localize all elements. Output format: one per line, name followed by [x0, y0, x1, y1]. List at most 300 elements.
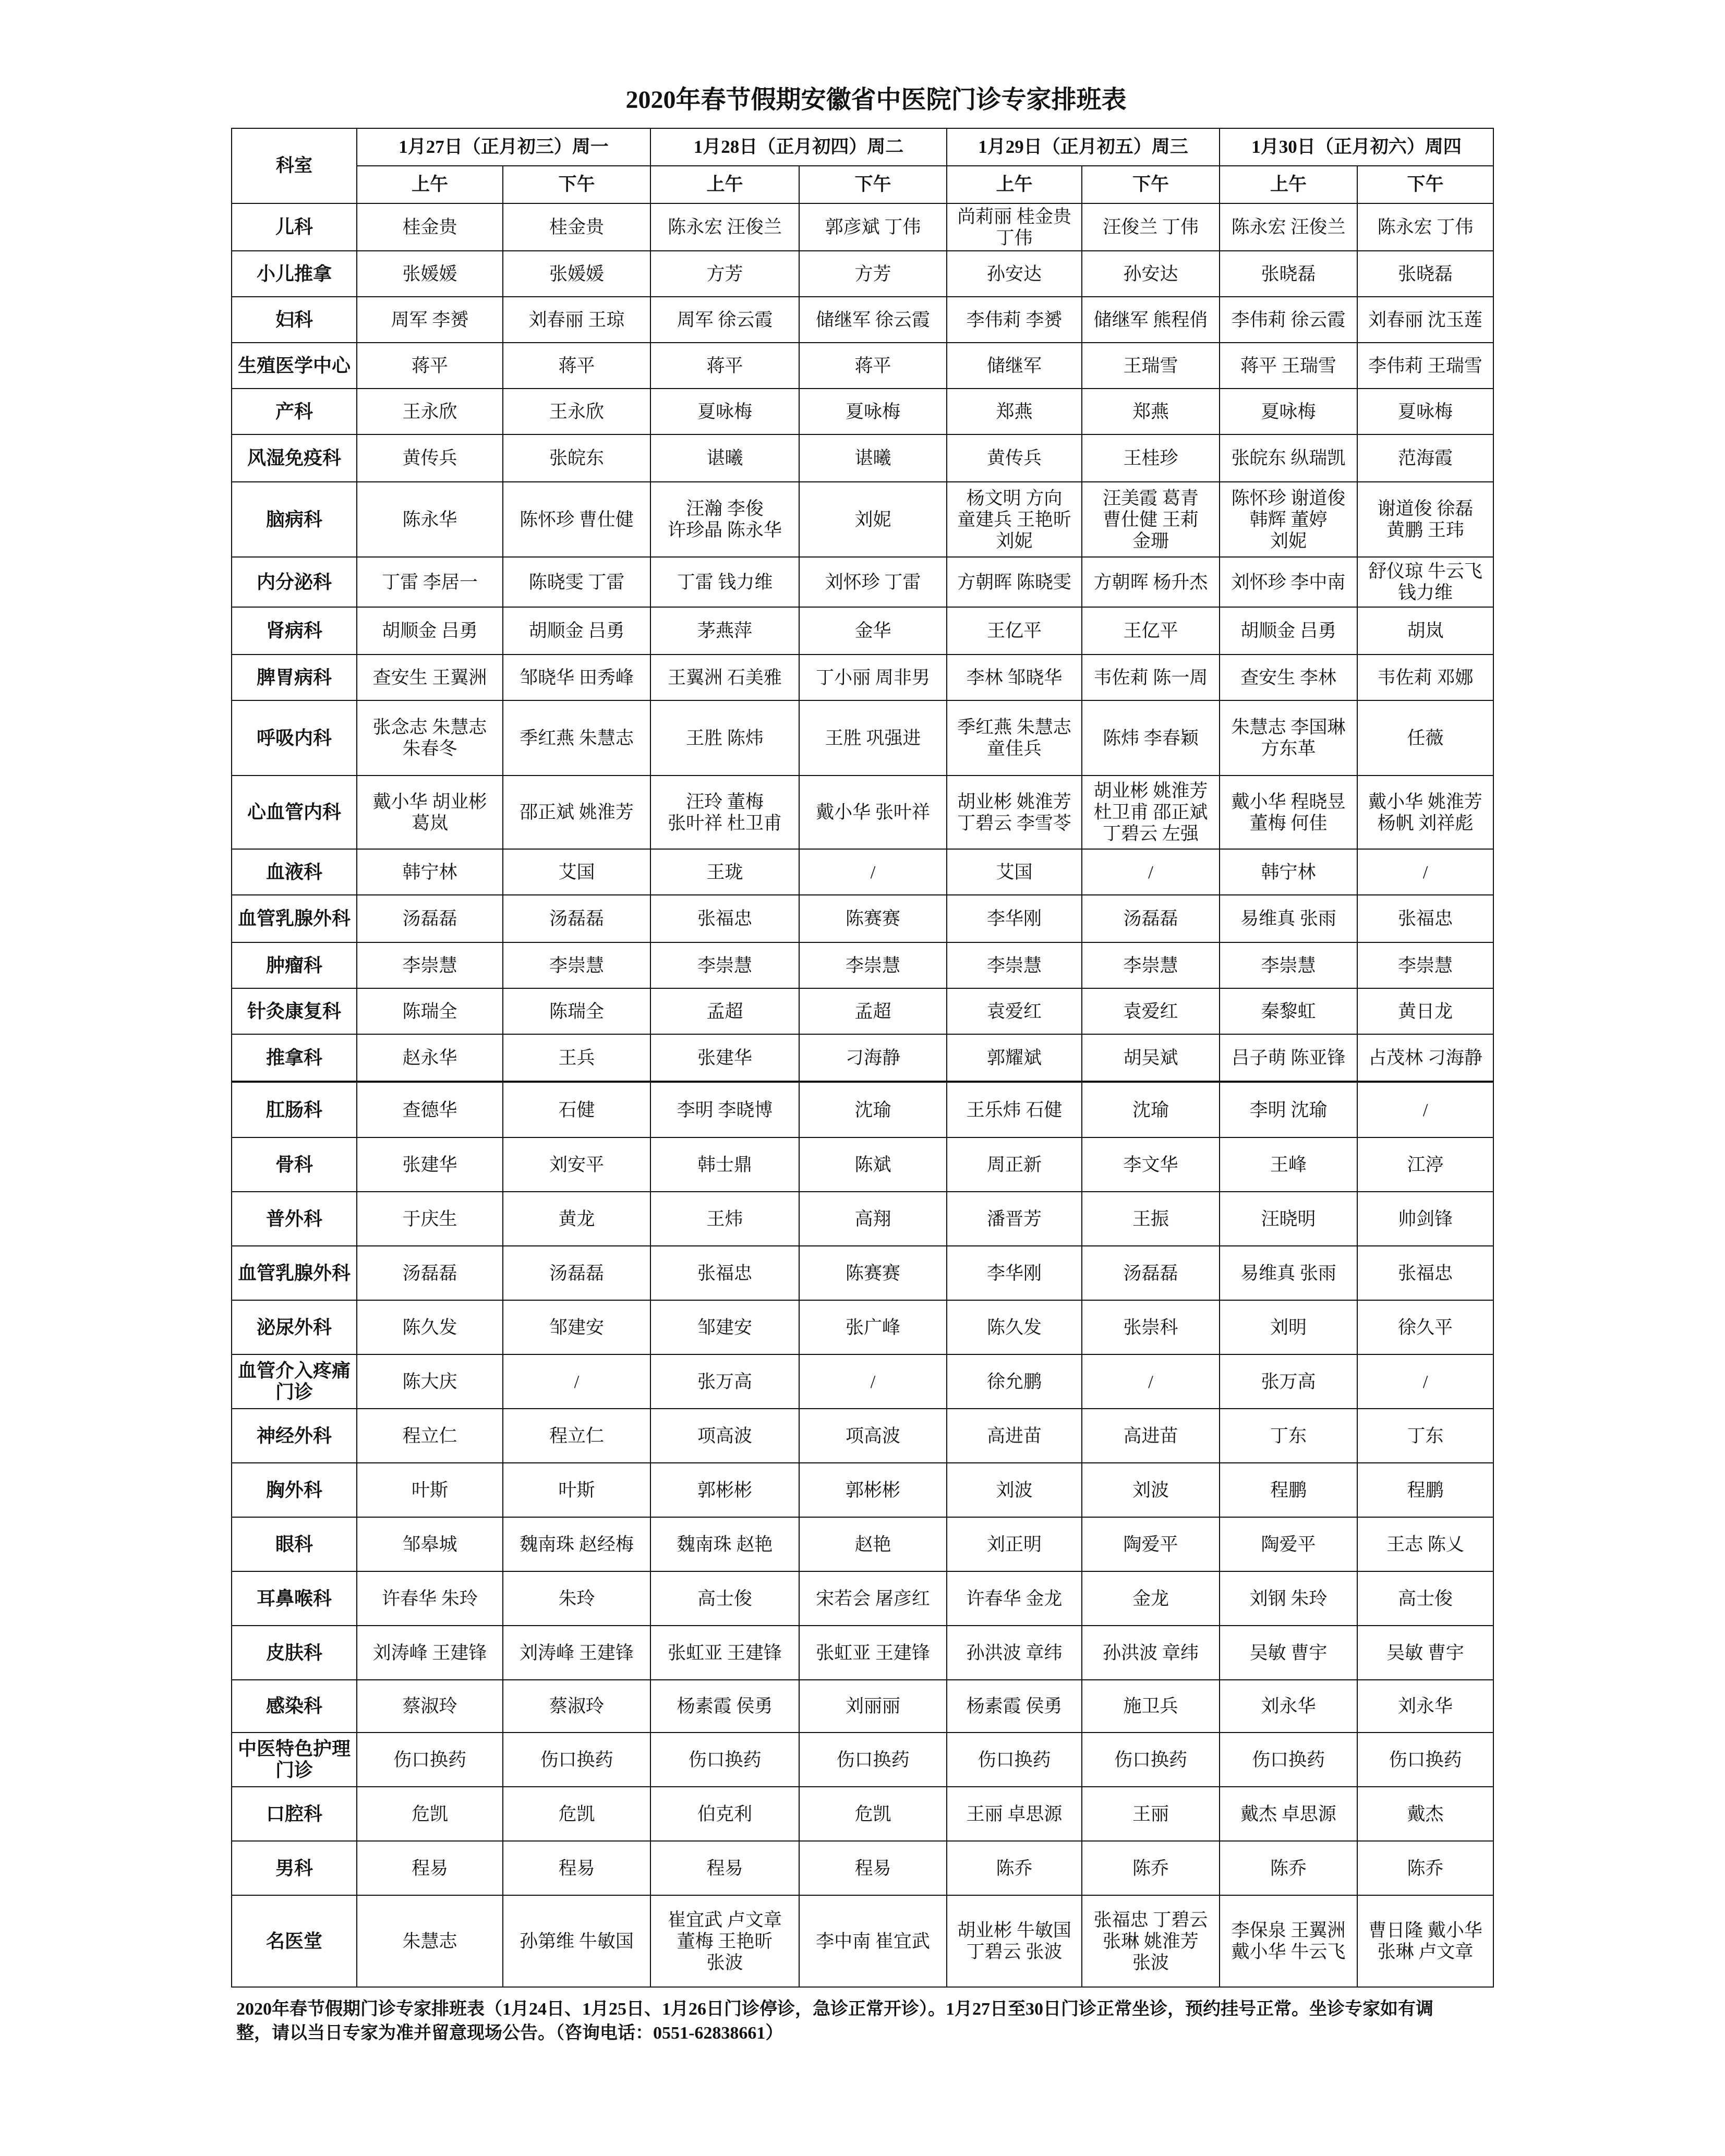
- doctor-cell: 施卫兵: [1082, 1680, 1220, 1733]
- doctor-cell: 范海霞: [1357, 434, 1493, 482]
- doctor-cell: 伤口换药: [1220, 1733, 1357, 1787]
- department-name: 推拿科: [232, 1034, 357, 1082]
- doctor-cell: 王志 陈乂: [1357, 1517, 1493, 1571]
- doctor-cell: 汪美霞 葛青 曹仕健 王莉 金珊: [1082, 482, 1220, 557]
- doctor-cell: 刘怀珍 丁雷: [799, 557, 947, 607]
- doctor-cell: 孟超: [650, 988, 799, 1034]
- department-name: 胸外科: [232, 1463, 357, 1517]
- doctor-cell: 汤磊磊: [1082, 1246, 1220, 1300]
- doctor-cell: 朱玲: [503, 1571, 650, 1626]
- schedule-table: [231, 128, 1494, 1988]
- doctor-cell: 蒋平: [650, 343, 799, 389]
- table-row: [232, 1137, 1493, 1192]
- department-name: 男科: [232, 1841, 357, 1895]
- doctor-cell: 舒仪琼 牛云飞 钱力维: [1357, 557, 1493, 607]
- table-row: [232, 434, 1493, 482]
- doctor-cell: 张建华: [650, 1034, 799, 1082]
- table-row: [232, 1300, 1493, 1354]
- doctor-cell: 张虹亚 王建锋: [650, 1626, 799, 1680]
- doctor-cell: 于庆生: [357, 1192, 503, 1246]
- doctor-cell: 危凯: [357, 1787, 503, 1841]
- doctor-cell: 汤磊磊: [503, 895, 650, 942]
- date-header-jan28: 1月28日（正月初四）周二: [650, 128, 947, 166]
- doctor-cell: 陈永宏 汪俊兰: [650, 203, 799, 251]
- doctor-cell: 季红燕 朱慧志 童佳兵: [947, 700, 1082, 776]
- doctor-cell: 程易: [357, 1841, 503, 1895]
- doctor-cell: 丁东: [1357, 1409, 1493, 1463]
- doctor-cell: 储继军 徐云霞: [799, 297, 947, 343]
- doctor-cell: 茅燕萍: [650, 607, 799, 655]
- doctor-cell: 陈赛赛: [799, 1246, 947, 1300]
- empty-slot-cell: /: [799, 1354, 947, 1409]
- doctor-cell: 张晓磊: [1357, 251, 1493, 297]
- department-name: 生殖医学中心: [232, 343, 357, 389]
- doctor-cell: 刘妮: [799, 482, 947, 557]
- doctor-cell: 胡吴斌: [1082, 1034, 1220, 1082]
- doctor-cell: 刘波: [1082, 1463, 1220, 1517]
- doctor-cell: 程立仁: [503, 1409, 650, 1463]
- table-row: [232, 849, 1493, 895]
- doctor-cell: 王丽 卓思源: [947, 1787, 1082, 1841]
- doctor-cell: 戴杰: [1357, 1787, 1493, 1841]
- empty-slot-cell: /: [799, 849, 947, 895]
- doctor-cell: 桂金贵: [357, 203, 503, 251]
- doctor-cell: 蒋平: [799, 343, 947, 389]
- doctor-cell: 胡顺金 吕勇: [357, 607, 503, 655]
- doctor-cell: 方芳: [650, 251, 799, 297]
- doctor-cell: 李崇慧: [650, 942, 799, 988]
- doctor-cell: 袁爱红: [947, 988, 1082, 1034]
- table-row: [232, 700, 1493, 776]
- doctor-cell: 夏咏梅: [799, 389, 947, 434]
- department-name: 感染科: [232, 1680, 357, 1733]
- doctor-cell: 张媛媛: [357, 251, 503, 297]
- doctor-cell: 方朝晖 杨升杰: [1082, 557, 1220, 607]
- doctor-cell: 程立仁: [357, 1409, 503, 1463]
- doctor-cell: 李华刚: [947, 1246, 1082, 1300]
- doctor-cell: 李文华: [1082, 1137, 1220, 1192]
- doctor-cell: 邹皋城: [357, 1517, 503, 1571]
- doctor-cell: 陈久发: [357, 1300, 503, 1354]
- doctor-cell: 李崇慧: [799, 942, 947, 988]
- doctor-cell: 吴敏 曹宇: [1220, 1626, 1357, 1680]
- doctor-cell: 张皖东 纵瑞凯: [1220, 434, 1357, 482]
- date-header-row: [232, 128, 1493, 166]
- doctor-cell: 易维真 张雨: [1220, 1246, 1357, 1300]
- table-row: [232, 389, 1493, 434]
- doctor-cell: 夏咏梅: [650, 389, 799, 434]
- doctor-cell: 徐允鹏: [947, 1354, 1082, 1409]
- doctor-cell: 邵正斌 姚淮芳: [503, 776, 650, 849]
- table-row: [232, 203, 1493, 251]
- doctor-cell: 王永欣: [357, 389, 503, 434]
- doctor-cell: 胡顺金 吕勇: [503, 607, 650, 655]
- doctor-cell: 陈永华: [357, 482, 503, 557]
- doctor-cell: 陈炜 李春颖: [1082, 700, 1220, 776]
- doctor-cell: 方朝晖 陈晓雯: [947, 557, 1082, 607]
- doctor-cell: 叶斯: [357, 1463, 503, 1517]
- department-name: 骨科: [232, 1137, 357, 1192]
- department-name: 内分泌科: [232, 557, 357, 607]
- doctor-cell: 刘安平: [503, 1137, 650, 1192]
- doctor-cell: 周正新: [947, 1137, 1082, 1192]
- doctor-cell: 王瑞雪: [1082, 343, 1220, 389]
- doctor-cell: 韩宁林: [1220, 849, 1357, 895]
- doctor-cell: 许春华 金龙: [947, 1571, 1082, 1626]
- table-row: [232, 1517, 1493, 1571]
- doctor-cell: 刘永华: [1357, 1680, 1493, 1733]
- doctor-cell: 李崇慧: [357, 942, 503, 988]
- doctor-cell: 张念志 朱慧志 朱春冬: [357, 700, 503, 776]
- date-header-jan30: 1月30日（正月初六）周四: [1220, 128, 1493, 166]
- doctor-cell: 朱慧志 李国琳 方东革: [1220, 700, 1357, 776]
- doctor-cell: 汤磊磊: [357, 895, 503, 942]
- doctor-cell: 王乐炜 石健: [947, 1082, 1082, 1137]
- doctor-cell: 刘涛峰 王建锋: [357, 1626, 503, 1680]
- doctor-cell: 李中南 崔宜武: [799, 1895, 947, 1987]
- doctor-cell: 刘正明: [947, 1517, 1082, 1571]
- doctor-cell: 蔡淑玲: [357, 1680, 503, 1733]
- empty-slot-cell: /: [1357, 1354, 1493, 1409]
- doctor-cell: 李林 邹晓华: [947, 655, 1082, 700]
- doctor-cell: 谌曦: [799, 434, 947, 482]
- doctor-cell: 金华: [799, 607, 947, 655]
- doctor-cell: 刘涛峰 王建锋: [503, 1626, 650, 1680]
- doctor-cell: 王桂珍: [1082, 434, 1220, 482]
- doctor-cell: 伤口换药: [799, 1733, 947, 1787]
- department-name: 脾胃病科: [232, 655, 357, 700]
- doctor-cell: 易维真 张雨: [1220, 895, 1357, 942]
- doctor-cell: 戴小华 张叶祥: [799, 776, 947, 849]
- doctor-cell: 石健: [503, 1082, 650, 1137]
- doctor-cell: 李伟莉 王瑞雪: [1357, 343, 1493, 389]
- doctor-cell: 孙第维 牛敏国: [503, 1895, 650, 1987]
- table-row: [232, 1895, 1493, 1987]
- doctor-cell: 陈瑞全: [503, 988, 650, 1034]
- table-row: [232, 1246, 1493, 1300]
- date-header-jan27: 1月27日（正月初三）周一: [357, 128, 650, 166]
- doctor-cell: 邹建安: [650, 1300, 799, 1354]
- doctor-cell: 郑燕: [1082, 389, 1220, 434]
- empty-slot-cell: /: [503, 1354, 650, 1409]
- doctor-cell: 王峰: [1220, 1137, 1357, 1192]
- doctor-cell: 张虹亚 王建锋: [799, 1626, 947, 1680]
- department-name: 血液科: [232, 849, 357, 895]
- department-name: 血管乳腺外科: [232, 895, 357, 942]
- doctor-cell: 王兵: [503, 1034, 650, 1082]
- table-row: [232, 297, 1493, 343]
- table-row: [232, 343, 1493, 389]
- page-title: 2020年春节假期安徽省中医院门诊专家排班表: [625, 86, 1127, 114]
- footer-line: 整，请以当日专家为准并留意现场公告。（咨询电话：0551-62838661）: [236, 2024, 783, 2043]
- doctor-cell: 孙安达: [947, 251, 1082, 297]
- doctor-cell: 陈怀珍 曹仕健: [503, 482, 650, 557]
- doctor-cell: 邹建安: [503, 1300, 650, 1354]
- doctor-cell: 危凯: [799, 1787, 947, 1841]
- department-name: 皮肤科: [232, 1626, 357, 1680]
- empty-slot-cell: /: [1082, 1354, 1220, 1409]
- doctor-cell: 戴小华 姚淮芳 杨帆 刘祥彪: [1357, 776, 1493, 849]
- table-row: [232, 1626, 1493, 1680]
- table-row: [232, 1841, 1493, 1895]
- doctor-cell: 桂金贵: [503, 203, 650, 251]
- doctor-cell: 孙洪波 章纬: [1082, 1626, 1220, 1680]
- doctor-cell: 戴小华 程晓昱 董梅 何佳: [1220, 776, 1357, 849]
- doctor-cell: 陈晓雯 丁雷: [503, 557, 650, 607]
- doctor-cell: 张福忠 丁碧云 张琳 姚淮芳 张波: [1082, 1895, 1220, 1987]
- doctor-cell: 陈久发: [947, 1300, 1082, 1354]
- doctor-cell: 李崇慧: [503, 942, 650, 988]
- doctor-cell: 陈乔: [1220, 1841, 1357, 1895]
- table-row: [232, 1680, 1493, 1733]
- doctor-cell: 孙安达: [1082, 251, 1220, 297]
- doctor-cell: 李明 李晓博: [650, 1082, 799, 1137]
- table-row: [232, 557, 1493, 607]
- table-row: [232, 251, 1493, 297]
- doctor-cell: 吕子萌 陈亚锋: [1220, 1034, 1357, 1082]
- doctor-cell: 蒋平: [503, 343, 650, 389]
- doctor-cell: 刘钢 朱玲: [1220, 1571, 1357, 1626]
- department-name: 小儿推拿: [232, 251, 357, 297]
- doctor-cell: 刁海静: [799, 1034, 947, 1082]
- doctor-cell: 叶斯: [503, 1463, 650, 1517]
- doctor-cell: 张万高: [1220, 1354, 1357, 1409]
- period-header-am: 上午: [357, 166, 503, 203]
- doctor-cell: 袁爱红: [1082, 988, 1220, 1034]
- table-row: [232, 1034, 1493, 1082]
- doctor-cell: 高进苗: [947, 1409, 1082, 1463]
- doctor-cell: 蒋平: [357, 343, 503, 389]
- doctor-cell: 陈怀珍 谢道俊 韩辉 董婷 刘妮: [1220, 482, 1357, 557]
- doctor-cell: 夏咏梅: [1357, 389, 1493, 434]
- doctor-cell: 汪俊兰 丁伟: [1082, 203, 1220, 251]
- department-name: 肛肠科: [232, 1082, 357, 1137]
- department-name: 神经外科: [232, 1409, 357, 1463]
- empty-slot-cell: /: [1082, 849, 1220, 895]
- doctor-cell: 任薇: [1357, 700, 1493, 776]
- doctor-cell: 查德华: [357, 1082, 503, 1137]
- doctor-cell: 王丽: [1082, 1787, 1220, 1841]
- doctor-cell: 高士俊: [650, 1571, 799, 1626]
- doctor-cell: 项高波: [650, 1409, 799, 1463]
- doctor-cell: 王亿平: [1082, 607, 1220, 655]
- doctor-cell: 刘怀珍 李中南: [1220, 557, 1357, 607]
- doctor-cell: 刘春丽 沈玉莲: [1357, 297, 1493, 343]
- table-row: [232, 482, 1493, 557]
- period-header-am: 上午: [650, 166, 799, 203]
- doctor-cell: 赵永华: [357, 1034, 503, 1082]
- doctor-cell: 赵艳: [799, 1517, 947, 1571]
- doctor-cell: 程易: [650, 1841, 799, 1895]
- doctor-cell: 刘波: [947, 1463, 1082, 1517]
- doctor-cell: 孟超: [799, 988, 947, 1034]
- doctor-cell: 方芳: [799, 251, 947, 297]
- doctor-cell: 储继军: [947, 343, 1082, 389]
- doctor-cell: 谌曦: [650, 434, 799, 482]
- doctor-cell: 陈永宏 丁伟: [1357, 203, 1493, 251]
- doctor-cell: 杨素霞 侯勇: [650, 1680, 799, 1733]
- doctor-cell: 帅剑锋: [1357, 1192, 1493, 1246]
- doctor-cell: 张皖东: [503, 434, 650, 482]
- doctor-cell: 张晓磊: [1220, 251, 1357, 297]
- doctor-cell: 杨素霞 侯勇: [947, 1680, 1082, 1733]
- doctor-cell: 戴小华 胡业彬 葛岚: [357, 776, 503, 849]
- doctor-cell: 陈大庆: [357, 1354, 503, 1409]
- doctor-cell: 郑燕: [947, 389, 1082, 434]
- doctor-cell: 魏南珠 赵经梅: [503, 1517, 650, 1571]
- doctor-cell: 王亿平: [947, 607, 1082, 655]
- doctor-cell: 程鹏: [1357, 1463, 1493, 1517]
- doctor-cell: 李崇慧: [1357, 942, 1493, 988]
- doctor-cell: 郭彬彬: [799, 1463, 947, 1517]
- doctor-cell: 丁东: [1220, 1409, 1357, 1463]
- department-name: 血管乳腺外科: [232, 1246, 357, 1300]
- period-header-pm: 下午: [1357, 166, 1493, 203]
- doctor-cell: 秦黎虹: [1220, 988, 1357, 1034]
- doctor-cell: 王永欣: [503, 389, 650, 434]
- department-name: 泌尿外科: [232, 1300, 357, 1354]
- department-name: 肾病科: [232, 607, 357, 655]
- table-row: [232, 1787, 1493, 1841]
- doctor-cell: 沈瑜: [799, 1082, 947, 1137]
- doctor-cell: 程易: [503, 1841, 650, 1895]
- doctor-cell: 张福忠: [650, 1246, 799, 1300]
- doctor-cell: 韦佐莉 邓娜: [1357, 655, 1493, 700]
- doctor-cell: 周军 徐云霞: [650, 297, 799, 343]
- doctor-cell: 丁小丽 周非男: [799, 655, 947, 700]
- doctor-cell: 储继军 熊程俏: [1082, 297, 1220, 343]
- department-name: 风湿免疫科: [232, 434, 357, 482]
- doctor-cell: 项高波: [799, 1409, 947, 1463]
- doctor-cell: 张崇科: [1082, 1300, 1220, 1354]
- department-name: 呼吸内科: [232, 700, 357, 776]
- doctor-cell: 季红燕 朱慧志: [503, 700, 650, 776]
- doctor-cell: 李崇慧: [1082, 942, 1220, 988]
- doctor-cell: 伤口换药: [1357, 1733, 1493, 1787]
- department-name: 名医堂: [232, 1895, 357, 1987]
- doctor-cell: 汪玲 董梅 张叶祥 杜卫甫: [650, 776, 799, 849]
- doctor-cell: 郭耀斌: [947, 1034, 1082, 1082]
- period-header-pm: 下午: [503, 166, 650, 203]
- department-name: 中医特色护理 门诊: [232, 1733, 357, 1787]
- table-row: [232, 895, 1493, 942]
- department-name: 眼科: [232, 1517, 357, 1571]
- doctor-cell: 吴敏 曹宇: [1357, 1626, 1493, 1680]
- doctor-cell: 黄日龙: [1357, 988, 1493, 1034]
- doctor-cell: 汤磊磊: [357, 1246, 503, 1300]
- doctor-cell: 韩士鼎: [650, 1137, 799, 1192]
- table-row: [232, 1192, 1493, 1246]
- doctor-cell: 邹晓华 田秀峰: [503, 655, 650, 700]
- doctor-cell: 潘晋芳: [947, 1192, 1082, 1246]
- period-header-pm: 下午: [1082, 166, 1220, 203]
- doctor-cell: 蔡淑玲: [503, 1680, 650, 1733]
- department-name: 血管介入疼痛 门诊: [232, 1354, 357, 1409]
- period-header-am: 上午: [947, 166, 1082, 203]
- doctor-cell: 占茂林 刁海静: [1357, 1034, 1493, 1082]
- doctor-cell: 王珑: [650, 849, 799, 895]
- doctor-cell: 陶爱平: [1082, 1517, 1220, 1571]
- department-name: 肿瘤科: [232, 942, 357, 988]
- doctor-cell: 王翼洲 石美雅: [650, 655, 799, 700]
- doctor-cell: 李伟莉 徐云霞: [1220, 297, 1357, 343]
- doctor-cell: 黄传兵: [357, 434, 503, 482]
- doctor-cell: 伤口换药: [503, 1733, 650, 1787]
- table-row: [232, 1354, 1493, 1409]
- doctor-cell: 张广峰: [799, 1300, 947, 1354]
- doctor-cell: 许春华 朱玲: [357, 1571, 503, 1626]
- department-name: 心血管内科: [232, 776, 357, 849]
- doctor-cell: 高进苗: [1082, 1409, 1220, 1463]
- doctor-cell: 陈乔: [1082, 1841, 1220, 1895]
- department-name: 脑病科: [232, 482, 357, 557]
- doctor-cell: 汪瀚 李俊 许珍晶 陈永华: [650, 482, 799, 557]
- doctor-cell: 曹日隆 戴小华 张琳 卢文章: [1357, 1895, 1493, 1987]
- period-header-am: 上午: [1220, 166, 1357, 203]
- doctor-cell: 查安生 王翼洲: [357, 655, 503, 700]
- doctor-cell: 丁雷 钱力维: [650, 557, 799, 607]
- doctor-cell: 张福忠: [650, 895, 799, 942]
- doctor-cell: 蒋平 王瑞雪: [1220, 343, 1357, 389]
- footer-note: [236, 1997, 1433, 2045]
- doctor-cell: 危凯: [503, 1787, 650, 1841]
- doctor-cell: 韩宁林: [357, 849, 503, 895]
- doctor-cell: 黄传兵: [947, 434, 1082, 482]
- doctor-cell: 胡业彬 姚淮芳 丁碧云 李雪苓: [947, 776, 1082, 849]
- doctor-cell: 查安生 李林: [1220, 655, 1357, 700]
- empty-slot-cell: /: [1357, 849, 1493, 895]
- doctor-cell: 张万高: [650, 1354, 799, 1409]
- doctor-cell: 江渟: [1357, 1137, 1493, 1192]
- doctor-cell: 陈赛赛: [799, 895, 947, 942]
- doctor-cell: 胡顺金 吕勇: [1220, 607, 1357, 655]
- doctor-cell: 杨文明 方向 童建兵 王艳昕 刘妮: [947, 482, 1082, 557]
- department-name: 儿科: [232, 203, 357, 251]
- doctor-cell: 李崇慧: [1220, 942, 1357, 988]
- doctor-cell: 王胜 陈炜: [650, 700, 799, 776]
- doctor-cell: 刘永华: [1220, 1680, 1357, 1733]
- doctor-cell: 崔宜武 卢文章 董梅 王艳昕 张波: [650, 1895, 799, 1987]
- doctor-cell: 伤口换药: [947, 1733, 1082, 1787]
- doctor-cell: 艾国: [947, 849, 1082, 895]
- doctor-cell: 王胜 巩强进: [799, 700, 947, 776]
- doctor-cell: 张福忠: [1357, 895, 1493, 942]
- doctor-cell: 李伟莉 李赟: [947, 297, 1082, 343]
- doctor-cell: 黄龙: [503, 1192, 650, 1246]
- doctor-cell: 宋若会 屠彦红: [799, 1571, 947, 1626]
- doctor-cell: 魏南珠 赵艳: [650, 1517, 799, 1571]
- table-row: [232, 942, 1493, 988]
- department-name: 普外科: [232, 1192, 357, 1246]
- table-row: [232, 1082, 1493, 1137]
- table-row: [232, 1409, 1493, 1463]
- doctor-cell: 胡业彬 牛敏国 丁碧云 张波: [947, 1895, 1082, 1987]
- department-name: 妇科: [232, 297, 357, 343]
- doctor-cell: 汪晓明: [1220, 1192, 1357, 1246]
- doctor-cell: 孙洪波 章纬: [947, 1626, 1082, 1680]
- doctor-cell: 伯克利: [650, 1787, 799, 1841]
- doctor-cell: 尚莉丽 桂金贵 丁伟: [947, 203, 1082, 251]
- doctor-cell: 陈瑞全: [357, 988, 503, 1034]
- doctor-cell: 刘明: [1220, 1300, 1357, 1354]
- department-name: 针灸康复科: [232, 988, 357, 1034]
- doctor-cell: 韦佐莉 陈一周: [1082, 655, 1220, 700]
- table-row: [232, 776, 1493, 849]
- table-row: [232, 1733, 1493, 1787]
- doctor-cell: 金龙: [1082, 1571, 1220, 1626]
- doctor-cell: 胡业彬 姚淮芳 杜卫甫 邵正斌 丁碧云 左强: [1082, 776, 1220, 849]
- period-header-row: [232, 166, 1493, 203]
